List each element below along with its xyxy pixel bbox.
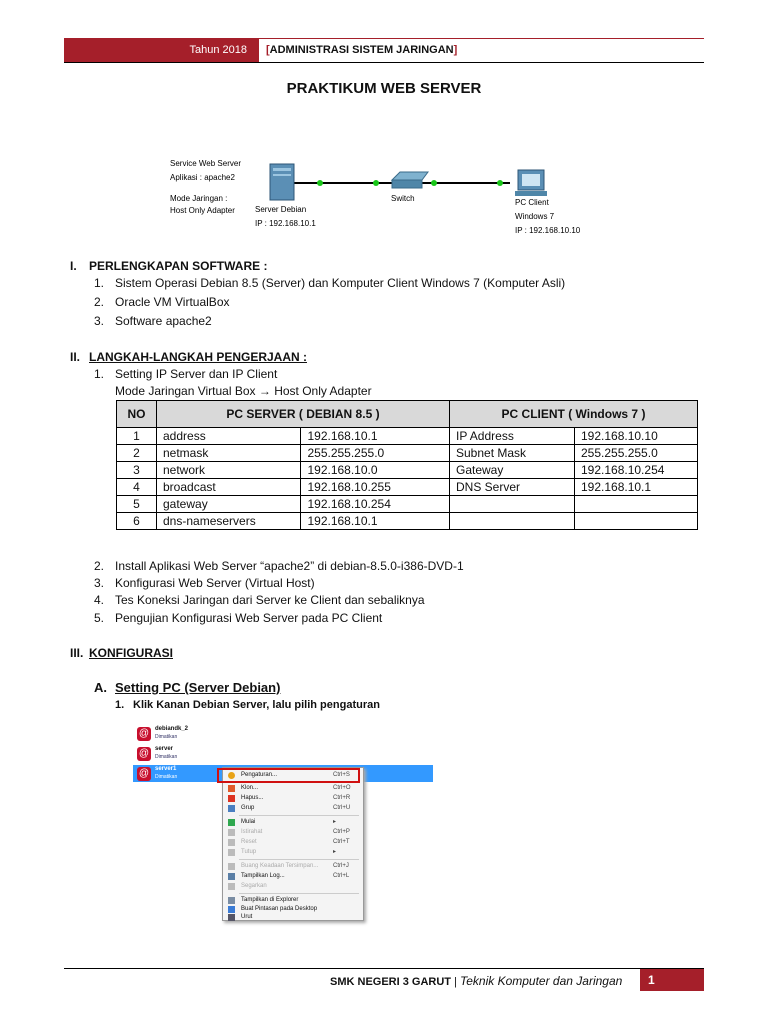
service-label: Service Web Server xyxy=(170,159,241,168)
table-row: 6 dns-nameservers 192.168.10.1 xyxy=(117,513,698,530)
header-underline xyxy=(64,62,704,63)
server-ip: IP : 192.168.10.1 xyxy=(255,219,316,228)
page-number: 1 xyxy=(648,973,655,987)
server-icon xyxy=(270,164,294,200)
client-ip: IP : 192.168.10.10 xyxy=(515,226,581,235)
section-1-num: I. xyxy=(70,259,77,273)
menu-item-group[interactable]: Grup Ctrl+U xyxy=(223,803,363,814)
footer-rule xyxy=(64,968,704,969)
menu-item-discard: Buang Keadaan Tersimpan... Ctrl+J xyxy=(223,861,363,872)
refresh-icon xyxy=(228,883,235,890)
reset-icon xyxy=(228,839,235,846)
table-row: 1 address 192.168.10.1 IP Address 192.168.10.10 xyxy=(117,428,698,445)
port-light xyxy=(497,180,503,186)
col-client: PC CLIENT ( Windows 7 ) xyxy=(450,401,698,428)
subsection-heading: Setting PC (Server Debian) xyxy=(115,680,281,695)
pause-icon xyxy=(228,829,235,836)
shortcut-icon xyxy=(228,906,235,913)
menu-item-delete[interactable]: Hapus... Ctrl+R xyxy=(223,793,363,804)
discard-icon xyxy=(228,863,235,870)
start-arrow-icon xyxy=(228,819,235,826)
port-light xyxy=(317,180,323,186)
menu-item-shortcut[interactable]: Buat Pintasan pada Desktop xyxy=(223,904,363,915)
header-year-bar xyxy=(64,38,259,62)
step-num: 4. xyxy=(94,593,105,607)
port-light xyxy=(373,180,379,186)
step-num: 5. xyxy=(94,611,105,625)
menu-item-close: Tutup ▸ xyxy=(223,847,363,858)
menu-item-pause: Istirahat Ctrl+P xyxy=(223,827,363,838)
menu-item-start[interactable]: Mulai ▸ xyxy=(223,817,363,828)
menu-item-explorer[interactable]: Tampilkan di Explorer xyxy=(223,895,363,906)
server-name: Server Debian xyxy=(255,205,307,214)
switch-label: Switch xyxy=(391,194,415,203)
software-item-num: 2. xyxy=(94,295,105,309)
software-item: Software apache2 xyxy=(115,314,212,328)
ip-table xyxy=(116,400,698,530)
table-row: 3 network 192.168.10.0 Gateway 192.168.10.254 xyxy=(117,462,698,479)
menu-item-clone[interactable]: Klon... Ctrl+O xyxy=(223,783,363,794)
group-icon xyxy=(228,805,235,812)
step-num: 3. xyxy=(94,576,105,590)
col-no: NO xyxy=(117,401,157,428)
context-menu xyxy=(222,767,364,921)
menu-item-settings[interactable]: Pengaturan... Ctrl+S xyxy=(223,770,363,781)
client-name: PC Client xyxy=(515,198,549,207)
mode-label: Mode Jaringan : xyxy=(170,194,228,203)
explorer-icon xyxy=(228,897,235,904)
step-text: Install Aplikasi Web Server “apache2” di debian-8.5.0-i386-DVD-1 xyxy=(115,559,464,573)
subsection-num: A. xyxy=(94,680,107,695)
vm-item[interactable]: @ debiandk_2 Dimatikan xyxy=(138,726,189,740)
footer-text: SMK NEGERI 3 GARUT | Teknik Komputer dan Jaringan xyxy=(330,974,623,988)
log-icon xyxy=(228,873,235,880)
port-light xyxy=(431,180,437,186)
software-item-num: 3. xyxy=(94,314,105,328)
menu-item-log[interactable]: Tampilkan Log... Ctrl+L xyxy=(223,871,363,882)
sort-icon xyxy=(228,914,235,921)
delete-icon xyxy=(228,795,235,802)
vm-item-selected[interactable]: @ server1 Dimatikan xyxy=(133,765,433,782)
step-num: 2. xyxy=(94,559,105,573)
pc-client-icon xyxy=(515,170,547,196)
col-server: PC SERVER ( DEBIAN 8.5 ) xyxy=(157,401,450,428)
step-num: 1. xyxy=(94,367,105,381)
step-text: Tes Koneksi Jaringan dari Server ke Client dan sebaliknya xyxy=(115,593,425,607)
table-row: 5 gateway 192.168.10.254 xyxy=(117,496,698,513)
clone-icon xyxy=(228,785,235,792)
menu-item-sort[interactable]: Urut xyxy=(223,913,363,921)
section-1-heading: PERLENGKAPAN SOFTWARE : xyxy=(89,259,268,273)
network-diagram xyxy=(160,150,600,245)
debian-icon: @ xyxy=(138,768,150,779)
step-num: 1. xyxy=(115,699,125,711)
software-item: Sistem Operasi Debian 8.5 (Server) dan Komputer Client Windows 7 (Komputer Asli) xyxy=(115,276,566,290)
step-text: Konfigurasi Web Server (Virtual Host) xyxy=(115,576,315,590)
step-text: Klik Kanan Debian Server, lalu pilih pengaturan xyxy=(133,699,380,711)
table-row: 2 netmask 255.255.255.0 Subnet Mask 255.255.255.0 xyxy=(117,445,698,462)
header-subject: [ADMINISTRASI SISTEM JARINGAN] xyxy=(266,44,458,56)
software-item-num: 1. xyxy=(94,276,105,290)
table-row: 4 broadcast 192.168.10.255 DNS Server 192.168.10.1 xyxy=(117,479,698,496)
debian-icon: @ xyxy=(138,728,150,739)
header-year: Tahun 2018 xyxy=(189,44,247,56)
close-icon xyxy=(228,849,235,856)
section-3-num: III. xyxy=(70,646,84,660)
step-title: Setting IP Server dan IP Client xyxy=(115,367,278,381)
menu-item-reset: Reset Ctrl+T xyxy=(223,837,363,848)
highlight-box xyxy=(217,768,360,783)
switch-icon xyxy=(392,172,428,188)
section-2-heading: LANGKAH-LANGKAH PENGERJAAN : xyxy=(89,350,307,364)
section-2-num: II. xyxy=(70,350,81,364)
debian-icon: @ xyxy=(138,748,150,759)
app-label: Aplikasi : apache2 xyxy=(170,173,235,182)
section-3-heading: KONFIGURASI xyxy=(89,646,173,660)
mode-value: Host Only Adapter xyxy=(170,206,235,215)
client-os: Windows 7 xyxy=(515,212,555,221)
software-item: Oracle VM VirtualBox xyxy=(115,295,230,309)
menu-item-refresh: Segarkan xyxy=(223,881,363,892)
page-title: PRAKTIKUM WEB SERVER xyxy=(286,80,482,97)
step-text: Pengujian Konfigurasi Web Server pada PC Client xyxy=(115,611,383,625)
vm-item[interactable]: @ server Dimatikan xyxy=(138,746,178,760)
step-subtitle: Mode Jaringan Virtual Box → Host Only Adapter xyxy=(115,384,372,398)
